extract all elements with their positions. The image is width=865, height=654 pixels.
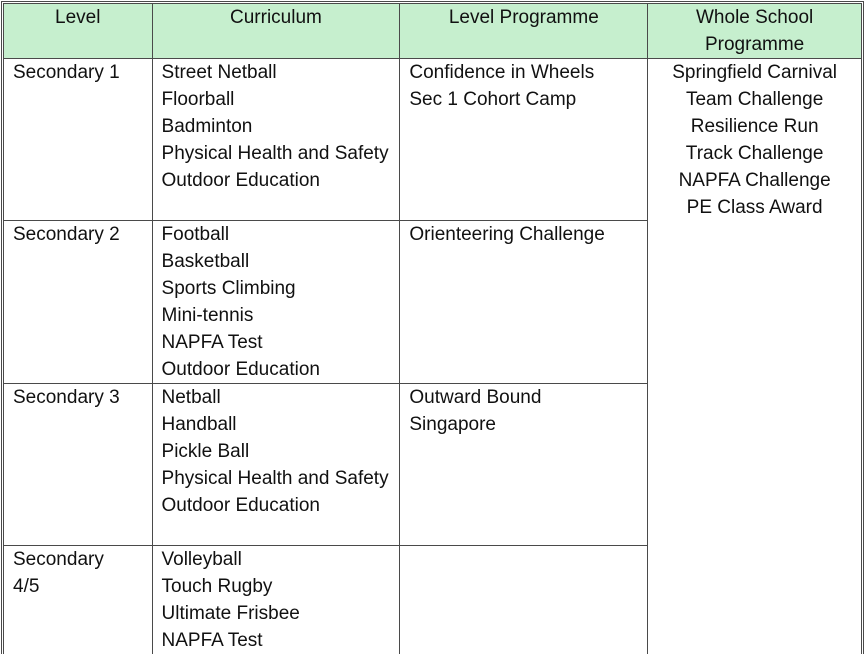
whole-school-item: NAPFA Challenge bbox=[678, 170, 831, 191]
curriculum-item: Street Netball bbox=[161, 62, 277, 83]
curriculum-cell bbox=[152, 221, 400, 384]
curriculum-item: Badminton bbox=[161, 116, 253, 137]
whole-school-item: Team Challenge bbox=[685, 89, 824, 110]
curriculum-item: Outdoor Education bbox=[161, 359, 320, 380]
curriculum-item: Floorball bbox=[161, 89, 235, 110]
header-curriculum: Curriculum bbox=[152, 4, 400, 59]
curriculum-item: Pickle Ball bbox=[161, 441, 250, 462]
curriculum-item: Physical Health and Safety bbox=[161, 468, 389, 489]
level-cell: Secondary 1 bbox=[4, 59, 153, 221]
level-programme-cell bbox=[400, 59, 648, 221]
programme-item: Sec 1 Cohort Camp bbox=[409, 89, 577, 110]
curriculum-item: Netball bbox=[161, 387, 221, 408]
level-programme-cell bbox=[400, 221, 648, 384]
curriculum-item: Ultimate Frisbee bbox=[161, 603, 300, 624]
curriculum-item: Volleyball bbox=[161, 549, 242, 570]
header-level-programme: Level Programme bbox=[400, 4, 648, 59]
curriculum-item: Mini-tennis bbox=[161, 305, 254, 326]
curriculum-item: Outdoor Education bbox=[161, 495, 320, 516]
whole-school-item: Resilience Run bbox=[690, 116, 819, 137]
whole-school-cell bbox=[648, 59, 862, 654]
whole-school-item: PE Class Award bbox=[686, 197, 823, 218]
programme-item: Confidence in Wheels bbox=[409, 62, 595, 83]
curriculum-cell bbox=[152, 546, 400, 654]
header-row bbox=[4, 4, 862, 59]
curriculum-item: NAPFA Test bbox=[161, 332, 263, 353]
whole-school-item: Track Challenge bbox=[685, 143, 824, 164]
programme-item: Outward Bound Singapore bbox=[409, 387, 542, 435]
level-programme-cell bbox=[400, 384, 648, 546]
curriculum-item: Football bbox=[161, 224, 230, 245]
curriculum-cell bbox=[152, 384, 400, 546]
level-cell: Secondary 2 bbox=[4, 221, 153, 384]
curriculum-item: Outdoor Education bbox=[161, 170, 320, 191]
curriculum-item: Basketball bbox=[161, 251, 250, 272]
table-row bbox=[4, 59, 862, 221]
programme-item: Orienteering Challenge bbox=[409, 224, 605, 245]
whole-school-item: Springfield Carnival bbox=[672, 62, 837, 83]
header-whole-school-programme: Whole School Programme bbox=[648, 4, 862, 59]
pe-programme-table bbox=[3, 3, 862, 654]
level-programme-cell bbox=[400, 546, 648, 654]
curriculum-item: Sports Climbing bbox=[161, 278, 296, 299]
level-cell: Secondary 4/5 bbox=[4, 546, 153, 654]
curriculum-item: Touch Rugby bbox=[161, 576, 273, 597]
header-level: Level bbox=[4, 4, 153, 59]
curriculum-item: Physical Health and Safety bbox=[161, 143, 389, 164]
curriculum-item: NAPFA Test bbox=[161, 630, 263, 651]
curriculum-cell bbox=[152, 59, 400, 221]
curriculum-item: Handball bbox=[161, 414, 237, 435]
level-cell: Secondary 3 bbox=[4, 384, 153, 546]
